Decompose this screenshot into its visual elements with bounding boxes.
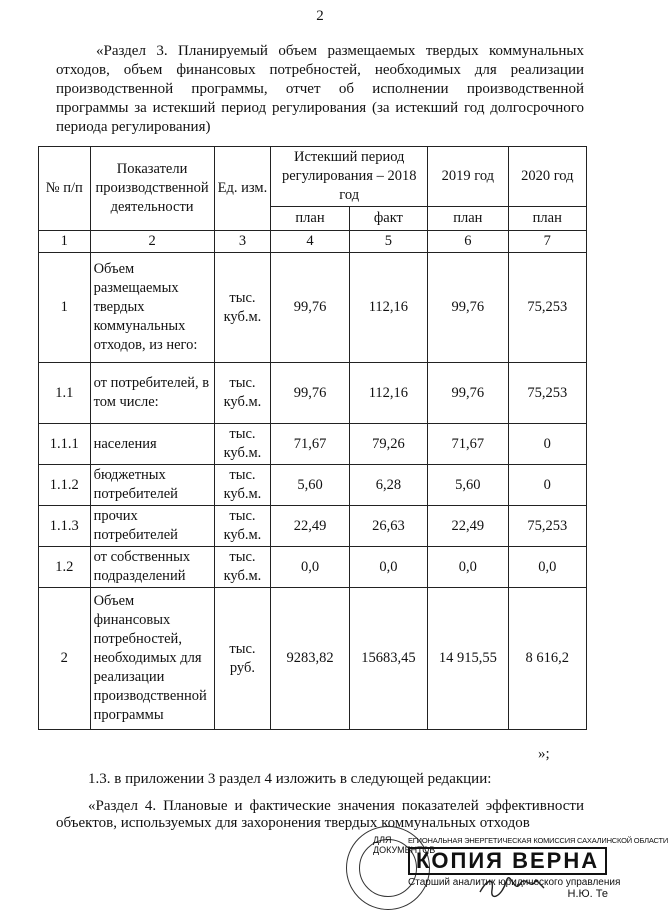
row-plan-2019: 99,76: [428, 363, 508, 424]
row-indicator: прочих потребителей: [90, 506, 214, 547]
production-program-table: [38, 146, 587, 730]
row-fact-2018: 0,0: [349, 547, 427, 588]
row-num: 1.2: [39, 547, 91, 588]
row-indicator: Объем финансовых потребностей, необходимых для реализации производственной программы: [90, 588, 214, 730]
row-plan-2020: 0,0: [508, 547, 586, 588]
row-plan-2020: 75,253: [508, 253, 586, 363]
row-plan-2018: 71,67: [271, 424, 349, 465]
stamp-name: Н.Ю. Те: [567, 888, 608, 900]
row-fact-2018: 79,26: [349, 424, 427, 465]
row-unit: тыс. куб.м.: [214, 253, 271, 363]
intro-paragraph: «Раздел 3. Планируемый объем размещаемых твердых коммунальных отходов, объем финансовых потребностей, необходимых для реализации производственной программы, отчет об исполнении производственной программы за истекший период регулирования (за истекший год долгосрочного периода регулирования): [56, 43, 584, 135]
row-num: 1.1.2: [39, 465, 91, 506]
row-unit: тыс. куб.м.: [214, 506, 271, 547]
row-plan-2018: 22,49: [271, 506, 349, 547]
row-plan-2018: 9283,82: [271, 588, 349, 730]
row-fact-2018: 26,63: [349, 506, 427, 547]
row-plan-2020: 0: [508, 424, 586, 465]
row-unit: тыс. куб.м.: [214, 363, 271, 424]
header-num: № п/п: [39, 147, 91, 231]
row-plan-2018: 5,60: [271, 465, 349, 506]
row-num: 1.1: [39, 363, 91, 424]
column-number: 7: [508, 231, 586, 253]
round-stamp-text: ДЛЯ ДОКУМЕНТОВ: [373, 835, 436, 855]
row-plan-2019: 14 915,55: [428, 588, 508, 730]
row-indicator: бюджетных потребителей: [90, 465, 214, 506]
column-number: 3: [214, 231, 271, 253]
closing-quote: »;: [538, 746, 550, 762]
header-2019: 2019 год: [428, 147, 508, 207]
row-plan-2020: 75,253: [508, 506, 586, 547]
row-plan-2019: 99,76: [428, 253, 508, 363]
column-number: 1: [39, 231, 91, 253]
row-unit: тыс. куб.м.: [214, 465, 271, 506]
row-fact-2018: 112,16: [349, 363, 427, 424]
row-indicator: Объем размещаемых твердых коммунальных отходов, из него:: [90, 253, 214, 363]
subheader-fact: факт: [349, 207, 427, 231]
column-number: 2: [90, 231, 214, 253]
header-2020: 2020 год: [508, 147, 586, 207]
header-past-period: Истекший период регулирования – 2018 год: [271, 147, 428, 207]
stamp-title: КОПИЯ ВЕРНА: [408, 847, 607, 875]
row-plan-2018: 99,76: [271, 363, 349, 424]
row-indicator: от собственных подразделений: [90, 547, 214, 588]
row-plan-2019: 5,60: [428, 465, 508, 506]
row-plan-2020: 75,253: [508, 363, 586, 424]
row-num: 1.1.3: [39, 506, 91, 547]
subheader-plan: план: [428, 207, 508, 231]
row-num: 2: [39, 588, 91, 730]
row-indicator: от потребителей, в том числе:: [90, 363, 214, 424]
row-fact-2018: 6,28: [349, 465, 427, 506]
row-num: 1.1.1: [39, 424, 91, 465]
row-unit: тыс. куб.м.: [214, 547, 271, 588]
row-plan-2019: 0,0: [428, 547, 508, 588]
row-unit: тыс. руб.: [214, 588, 271, 730]
row-fact-2018: 15683,45: [349, 588, 427, 730]
stamp-organization: ЕГИОНАЛЬНАЯ ЭНЕРГЕТИЧЕСКАЯ КОМИССИЯ САХАЛИНСКОЙ ОБЛАСТИ: [408, 836, 668, 845]
row-num: 1: [39, 253, 91, 363]
subheader-plan: план: [271, 207, 349, 231]
row-plan-2020: 8 616,2: [508, 588, 586, 730]
page-number: 2: [316, 8, 324, 24]
column-number: 6: [428, 231, 508, 253]
stamp-role: Старший аналитик юридического управления: [408, 877, 621, 888]
row-plan-2019: 71,67: [428, 424, 508, 465]
row-plan-2019: 22,49: [428, 506, 508, 547]
row-plan-2020: 0: [508, 465, 586, 506]
row-unit: тыс. куб.м.: [214, 424, 271, 465]
table-row: [39, 253, 587, 363]
column-number: 5: [349, 231, 427, 253]
table-row: [39, 588, 587, 730]
section-4-paragraph: «Раздел 4. Плановые и фактические значения показателей эффективности объектов, используемых для захоронения твердых коммунальных отходов: [56, 798, 584, 831]
table-row: [39, 547, 587, 588]
header-unit: Ед. изм.: [214, 147, 271, 231]
column-number: 4: [271, 231, 349, 253]
table-header-row: [39, 147, 587, 207]
table-row: [39, 506, 587, 547]
column-number-row: [39, 231, 587, 253]
row-fact-2018: 112,16: [349, 253, 427, 363]
amendment-paragraph: 1.3. в приложении 3 раздел 4 изложить в следующей редакции:: [88, 771, 492, 787]
row-plan-2018: 0,0: [271, 547, 349, 588]
row-indicator: населения: [90, 424, 214, 465]
signature-icon: [478, 874, 548, 900]
subheader-plan: план: [508, 207, 586, 231]
header-indicators: Показатели производственной деятельности: [90, 147, 214, 231]
table-row: [39, 465, 587, 506]
table-row: [39, 363, 587, 424]
row-plan-2018: 99,76: [271, 253, 349, 363]
table-row: [39, 424, 587, 465]
